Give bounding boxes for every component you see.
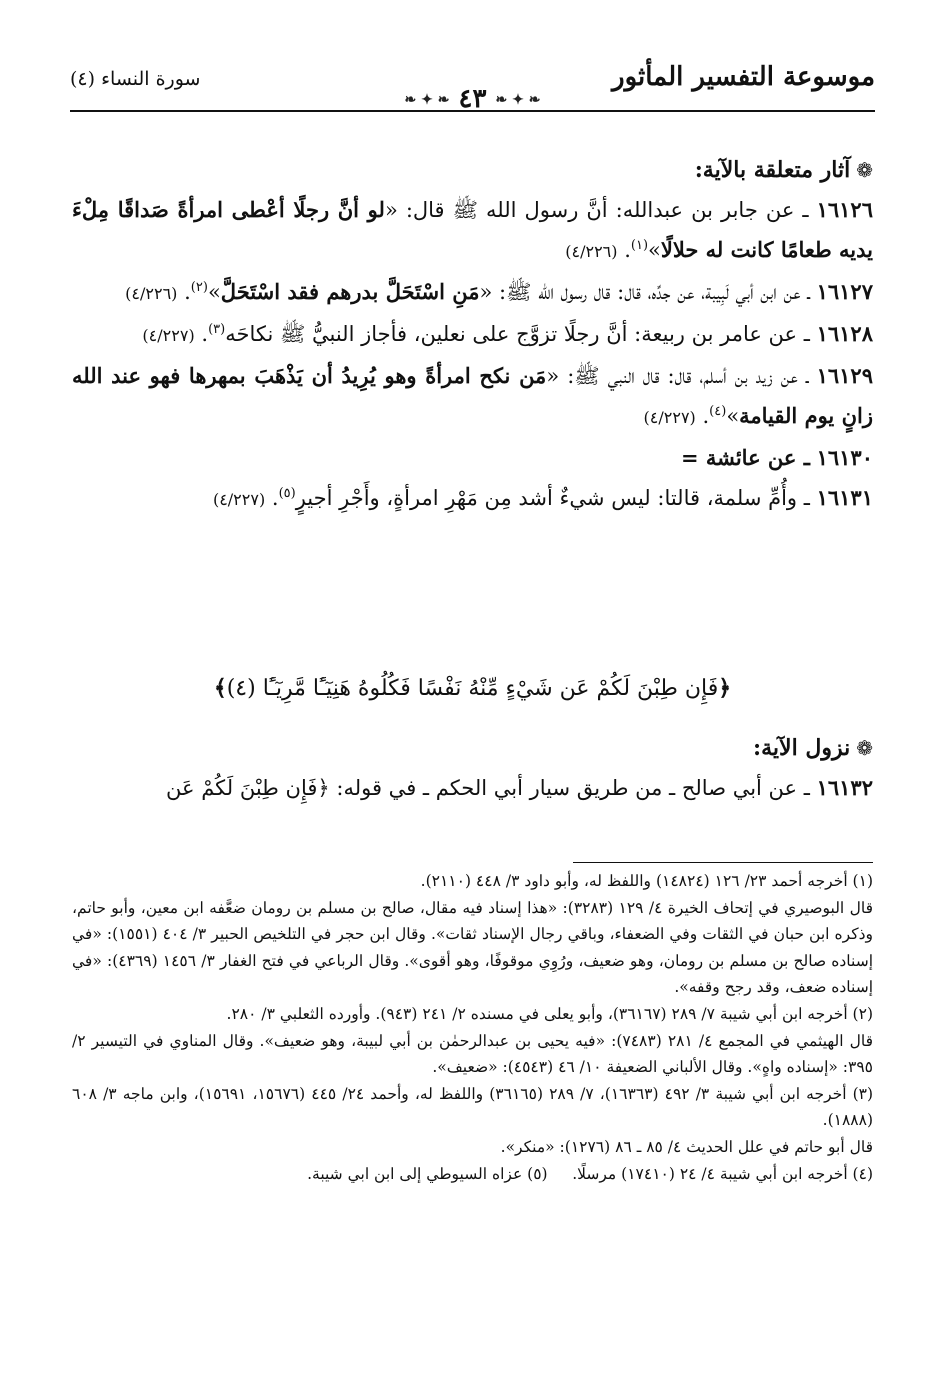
header-rule xyxy=(70,110,875,112)
volume-page-ref: (٤/٢٢٧) xyxy=(142,326,195,345)
volume-page-ref: (٤/٢٢٦) xyxy=(565,242,618,261)
verse-text: فَإِن طِبْنَ لَكُمْ عَن شَيْءٍ مِّنْهُ نَفْسًا فَكُلُوهُ هَنِيٓـًٔا مَّرِيٓـًٔا xyxy=(262,676,719,701)
volume-page-ref: (٤/٢٢٧) xyxy=(643,408,696,427)
ayah-number-icon: (٤) xyxy=(226,676,256,701)
footnote-4-5: (٤) أخرجه ابن أبي شيبة ٤/ ٢٤ (١٧٤١٠) مرسلًا. (٥) عزاه السيوطي إلى ابن ابي شيبة. xyxy=(307,1164,873,1183)
footnote-1: (١) أخرجه أحمد ٢٣/ ١٢٦ (١٤٨٢٤) واللفظ له، وأبو داود ٣/ ٤٤٨ (٢١١٠). xyxy=(420,872,873,890)
book-title: موسوعة التفسير المأثور xyxy=(612,62,875,92)
flower-icon: ❁ xyxy=(856,736,873,760)
entry-16130: ١٦١٣٠ ـ عن عائشة = xyxy=(680,445,873,470)
entry-16126: ١٦١٢٦ ـ عن جابر بن عبدالله: أنَّ رسول الله ﷺ قال: «لو أنَّ رجلًا أعْطى امرأةً صَداقًا مِلْءَ يديه طعامًا كانت له حلالًا»$^{(١)}$. (٤/٢٢٦) xyxy=(72,197,873,262)
section-heading-nuzul: ❁نزول الآية: xyxy=(753,735,873,761)
footnote-divider xyxy=(573,862,873,863)
quran-verse xyxy=(72,675,873,701)
ornament-right-icon: ❧ ✦ ❧ xyxy=(495,92,541,108)
entry-16129: ١٦١٢٩ ـ عن زيد بن أسلم، قال: قال النبي ﷺ: «مَن نكح امرأةً وهو يُرِيدُ أن يَذْهَبَ بمهرها فهو عند الله زانٍ يوم القيامة»$^{(٤)}$. (٤/٢٢٧) xyxy=(72,363,873,428)
section-heading-athar: ❁آثار متعلقة بالآية: xyxy=(694,157,873,183)
volume-page-ref: (٤/٢٢٦) xyxy=(125,284,178,303)
footnote-marker[interactable]: (٣) xyxy=(208,322,226,337)
footnote-marker[interactable]: (٢) xyxy=(190,280,208,295)
entry-16131: ١٦١٣١ ـ وأُمِّ سلمة، قالتا: ليس شيءٌ أشد مِن مَهْرِ امرأةٍ، وأَجْرِ أجيرٍ$^{(٥)}$. (٤/٢٢٧) xyxy=(212,485,873,510)
footnote-3-comment: قال أبو حاتم في علل الحديث ٤/ ٨٥ ـ ٨٦ (١٢٧٦): «منكر». xyxy=(500,1137,873,1156)
footnote-marker[interactable]: (٤) xyxy=(709,404,727,419)
entry-16128: ١٦١٢٨ ـ عن عامر بن ربيعة: أنَّ رجلًا تزوَّج على نعلين، فأجاز النبيُّ ﷺ نكاحَه$^{(٣)}$. (٤/٢٢٧) xyxy=(142,321,873,346)
footnote-marker[interactable]: (١) xyxy=(630,238,649,253)
main-text xyxy=(72,150,873,520)
footnote-2-comment: قال الهيثمي في المجمع ٤/ ٢٨١ (٧٤٨٣): «فيه يحيى بن عبدالرحمٰن بن أبي لبيبة، وهو ضعيف». وقال المناوي في التيسير ٢/ ٣٩٥: «إسناده واهٍ». وقال الألباني الضعيفة ١٠/ ٤٦ (٤٥٤٣): «ضعيف». xyxy=(72,1031,874,1077)
page-number: ٤٣ xyxy=(458,84,487,114)
entry-16132: ١٦١٣٢ ـ عن أبي صالح ـ من طريق سيار أبي الحكم ـ في قوله: ﴿فَإِن طِبْنَ لَكُمْ عَن xyxy=(166,775,873,800)
verse-open-bracket: ﴿ xyxy=(718,675,732,701)
flower-icon: ❁ xyxy=(856,158,873,182)
footnote-1-comment: قال البوصيري في إتحاف الخيرة ٤/ ١٢٩ (٣٢٨٣): «هذا إسناد فيه مقال، صالح بن مسلم بن رومان ضعَّفه ابن معين، وأبو حاتم، وذكره ابن حبان في الثقات وفي الضعفاء، وباقي رجال الإسناد ثقات». وقال ابن حجر في التلخيص الحبير ٣/ ٤٠٤ (١٥٥١): «في إسناده صالح بن مسلم بن رومان، وهو ضعيف، ورُوِي موقوفًا، وهو أقوى». وقال الرباعي في فتح الغفار ٣/ ١٤٥٦ (٤٣٦٩): «في إسناده ضعف، وقد رجح وقفه». xyxy=(72,898,873,997)
footnotes xyxy=(72,868,873,1187)
volume-page-ref: (٤/٢٢٧) xyxy=(212,490,266,509)
footnote-2: (٢) أخرجه ابن أبي شيبة ٧/ ٢٨٩ (٣٦١٦٧)، وأبو يعلى في مسنده ٢/ ٢٤١ (٩٤٣). وأورده الثعلبي ٣/ ٢٨٠. xyxy=(226,1004,873,1023)
entry-16127: ١٦١٢٧ ـ عن ابن أبي لَبِيبة، عن جدِّه، قال: قال رسول الله ﷺ: «مَنِ اسْتَحَلَّ بدرهم فقد اسْتَحَلَّ»$^{(٢)}$. (٤/٢٢٦) xyxy=(125,279,873,304)
footnote-3: (٣) أخرجه ابن أبي شيبة ٣/ ٤٩٢ (١٦٣٦٣)، ٧/ ٢٨٩ (٣٦١٦٥) واللفظ له، وأحمد ٢٤/ ٤٤٥ (١٥٦٧٦، ١٥٦٩١)، وابن ماجه ٣/ ٦٠٨ (١٨٨٨). xyxy=(72,1084,874,1130)
surah-label: سورة النساء (٤) xyxy=(70,68,201,90)
page-header xyxy=(70,60,875,112)
footnote-marker[interactable]: (٥) xyxy=(278,486,296,501)
ornament-left-icon: ❧ ✦ ❧ xyxy=(404,92,450,108)
verse-close-bracket: ﴾ xyxy=(213,675,227,701)
nuzul-section xyxy=(72,728,873,808)
